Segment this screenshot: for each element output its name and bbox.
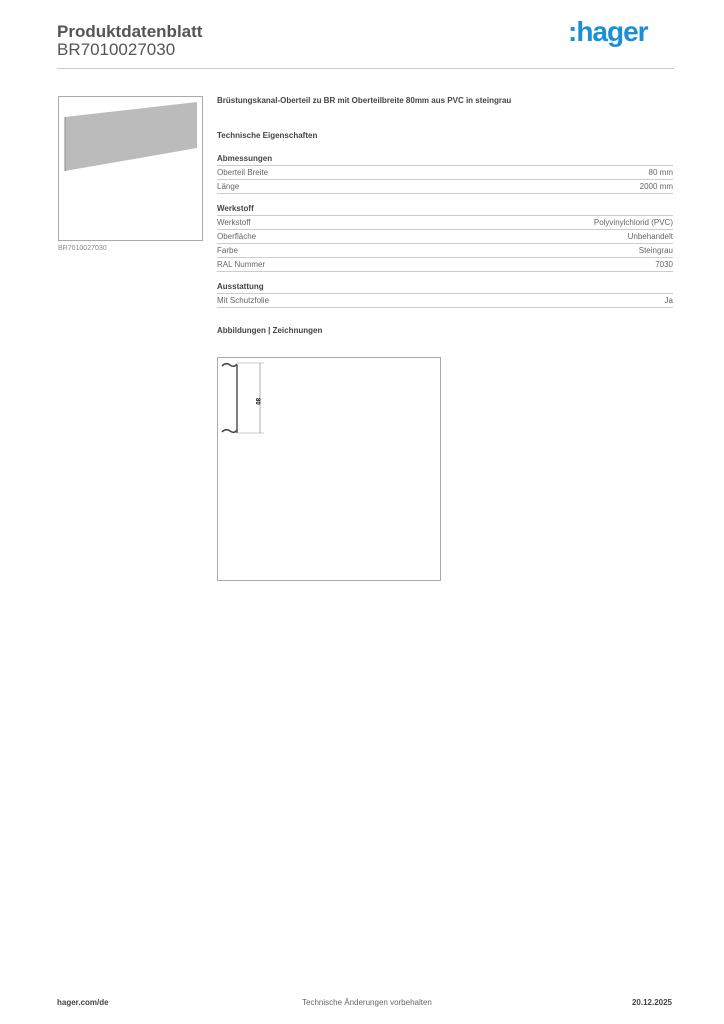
property-label: Farbe — [217, 246, 238, 255]
properties — [217, 96, 673, 349]
product-description: Brüstungskanal-Oberteil zu BR mit Oberteilbreite 80mm aus PVC in steingrau — [217, 96, 512, 105]
property-row — [217, 180, 673, 194]
property-label: Werkstoff — [217, 218, 251, 227]
technical-drawing — [217, 357, 441, 581]
property-row — [217, 294, 673, 308]
footer-note: Technische Änderungen vorbehalten — [302, 998, 432, 1007]
property-row — [217, 258, 673, 272]
group-title: Abmessungen — [217, 154, 673, 166]
drawings-title: Abbildungen | Zeichnungen — [217, 326, 323, 335]
property-row — [217, 230, 673, 244]
property-value: Ja — [664, 296, 673, 305]
footer-date: 20.12.2025 — [631, 998, 672, 1007]
product-image — [58, 96, 203, 241]
property-label: Länge — [217, 182, 240, 191]
footer-website[interactable]: hager.com/de — [57, 998, 109, 1007]
product-code: BR7010027030 — [57, 40, 176, 59]
property-value: 80 mm — [648, 168, 673, 177]
divider — [57, 68, 674, 69]
property-label: RAL Nummer — [217, 260, 266, 269]
property-label: Oberfläche — [217, 232, 257, 241]
property-row — [217, 244, 673, 258]
image-caption: BR7010027030 — [58, 245, 107, 252]
hager-logo: :hager — [568, 16, 648, 47]
property-value: Polyvinylchlorid (PVC) — [593, 218, 673, 227]
property-value: Unbehandelt — [627, 232, 673, 241]
property-value: 2000 mm — [639, 182, 673, 191]
property-row — [217, 166, 673, 180]
dimension-label: 80 — [254, 398, 260, 405]
page-title: Produktdatenblatt — [57, 22, 203, 41]
section-title: Technische Eigenschaften — [217, 131, 318, 140]
property-row — [217, 216, 673, 230]
property-value: Steingrau — [638, 246, 673, 255]
property-label: Oberteil Breite — [217, 168, 269, 177]
group-title: Werkstoff — [217, 204, 673, 216]
group-title: Ausstattung — [217, 282, 673, 294]
property-value: 7030 — [655, 260, 673, 269]
property-label: Mit Schutzfolie — [217, 296, 270, 305]
